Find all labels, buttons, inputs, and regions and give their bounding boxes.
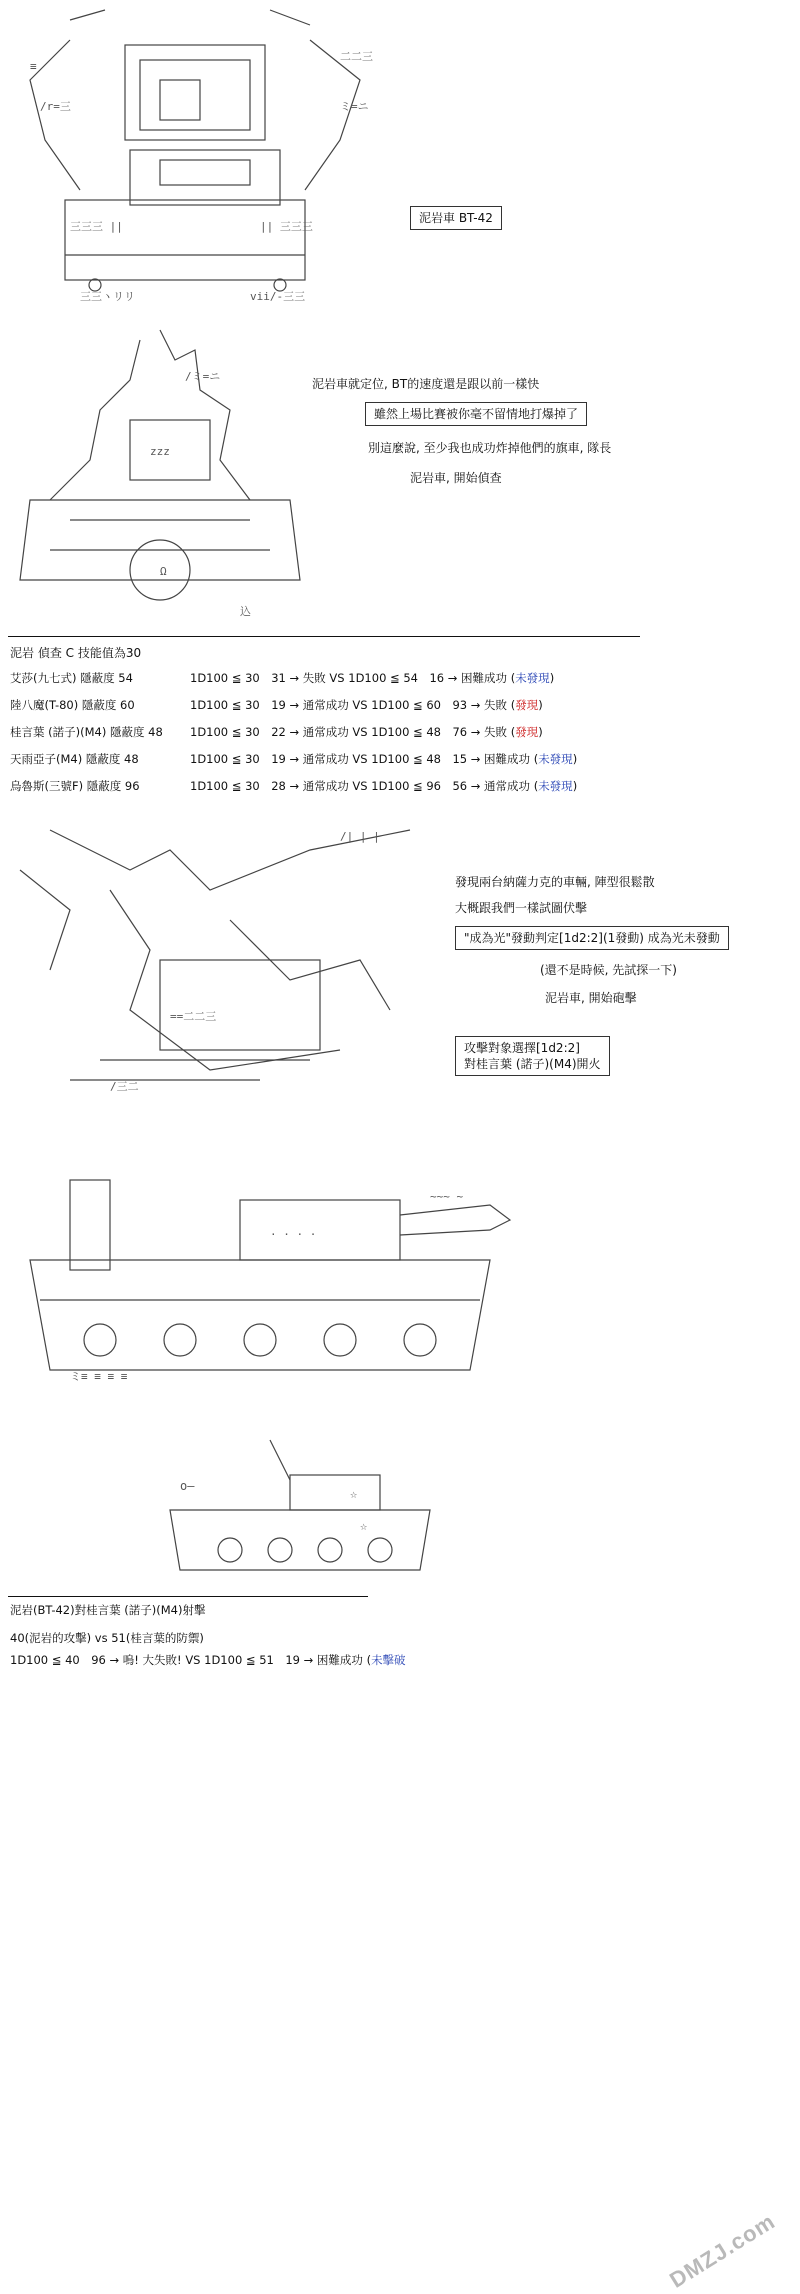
svg-text:~~~ ~: ~~~ ~ [430,1190,464,1203]
svg-text:==二二三: ==二二三 [170,1010,217,1023]
section-divider [8,1596,368,1597]
recon-name: 桂言葉 (諾子)(M4) 隱蔽度 48 [10,725,163,739]
recon-name: 烏魯斯(三號F) 隱蔽度 96 [10,779,140,793]
svg-text:≡: ≡ [30,60,37,73]
narration-line: (還不是時候, 先試探一下) [540,963,677,977]
svg-text:三三三 ||: 三三三 || [70,220,123,233]
svg-text:/| | |: /| | | [340,830,380,843]
attack-title: 泥岩(BT-42)對桂言葉 (諾子)(M4)射擊 [10,1603,206,1617]
watermark-logo: DMZJ.com [664,2208,780,2293]
svg-text:/r=三: /r=三 [40,100,71,113]
aa-art-tank-firing [10,1160,530,1390]
recon-name: 陸八魔(T-80) 隱蔽度 60 [10,698,135,712]
tank-name-tag: 泥岩車 BT-42 [410,206,502,230]
narration-line: 泥岩車, 開始砲擊 [545,991,637,1005]
aa-art-small-tank [150,1430,450,1580]
dialogue-box: 雖然上場比賽被你毫不留情地打爆掉了 [365,402,587,426]
svg-text:三三ヽリリ: 三三ヽリリ [80,290,135,303]
svg-text:Ω: Ω [160,565,167,578]
svg-text:. . . .: . . . . [270,1225,317,1238]
recon-row [10,670,640,688]
aa-art-commander [10,320,310,620]
attack-line: 1D100 ≦ 40 96 → 嗚! 大失敗! VS 1D100 ≦ 51 19 → 困難成功 (未擊破 [10,1653,406,1667]
target-select-line: 攻擊對象選擇[1d2:2] [464,1041,580,1055]
svg-text:zzz: zzz [150,445,170,458]
recon-row [10,724,640,742]
dialogue-line: 別這麼說, 至少我也成功炸掉他們的旗車, 隊長 [368,441,612,455]
aa-art-bt42-tank [10,0,610,310]
svg-text:二二三: 二二三 [340,50,373,63]
attack-result: 未擊破 [371,1653,406,1667]
skill-check-box: "成為光"發動判定[1d2:2](1發動) 成為光未發動 [455,926,729,950]
attack-line: 40(泥岩的攻擊) vs 51(桂言葉的防禦) [10,1631,204,1645]
svg-text:/三二: /三二 [110,1080,139,1093]
target-select-box [455,1036,610,1076]
recon-roll: 1D100 ≦ 30 31 → 失敗 VS 1D100 ≦ 54 16 → 困難成功 (未發現) [190,671,555,685]
narration-line: 大概跟我們一樣試圖伏擊 [455,901,588,915]
svg-text:☆: ☆ [350,1487,358,1501]
svg-text:o—: o— [180,1479,195,1493]
section-divider [8,636,640,637]
recon-name: 艾莎(九七式) 隱蔽度 54 [10,671,133,685]
svg-text:ミ≡ ≡ ≡ ≡: ミ≡ ≡ ≡ ≡ [70,1370,128,1383]
recon-roll: 1D100 ≦ 30 28 → 通常成功 VS 1D100 ≦ 96 56 → 通常成功 (未發現) [190,779,578,793]
svg-text:vii/-三三: vii/-三三 [250,290,306,303]
recon-roll: 1D100 ≦ 30 19 → 通常成功 VS 1D100 ≦ 60 93 → 失敗 (發現) [190,698,543,712]
recon-row [10,751,640,769]
recon-roll: 1D100 ≦ 30 19 → 通常成功 VS 1D100 ≦ 48 15 → 困難成功 (未發現) [190,752,578,766]
svg-text:|| 三三三: || 三三三 [260,220,313,233]
dialogue-line: 泥岩車, 開始偵查 [410,471,502,485]
recon-row [10,778,640,796]
recon-name: 天雨亞子(M4) 隱蔽度 48 [10,752,139,766]
recon-row [10,697,640,715]
svg-text:ミ=ニ: ミ=ニ [340,100,369,113]
dialogue-line: 泥岩車就定位, BT的速度還是跟以前一樣快 [312,377,540,391]
svg-text:☆: ☆ [360,1519,368,1533]
target-select-line: 對桂言葉 (諾子)(M4)開火 [464,1057,601,1071]
svg-text:込: 込 [240,605,251,618]
narration-line: 發現兩台納薩力克的車輛, 陣型很鬆散 [455,875,655,889]
aa-art-ambush [10,810,460,1100]
recon-roll: 1D100 ≦ 30 22 → 通常成功 VS 1D100 ≦ 48 76 → 失敗 (發現) [190,725,543,739]
svg-text:/ミ=ニ: /ミ=ニ [185,370,221,383]
recon-title: 泥岩 偵查 C 技能值為30 [10,646,142,660]
